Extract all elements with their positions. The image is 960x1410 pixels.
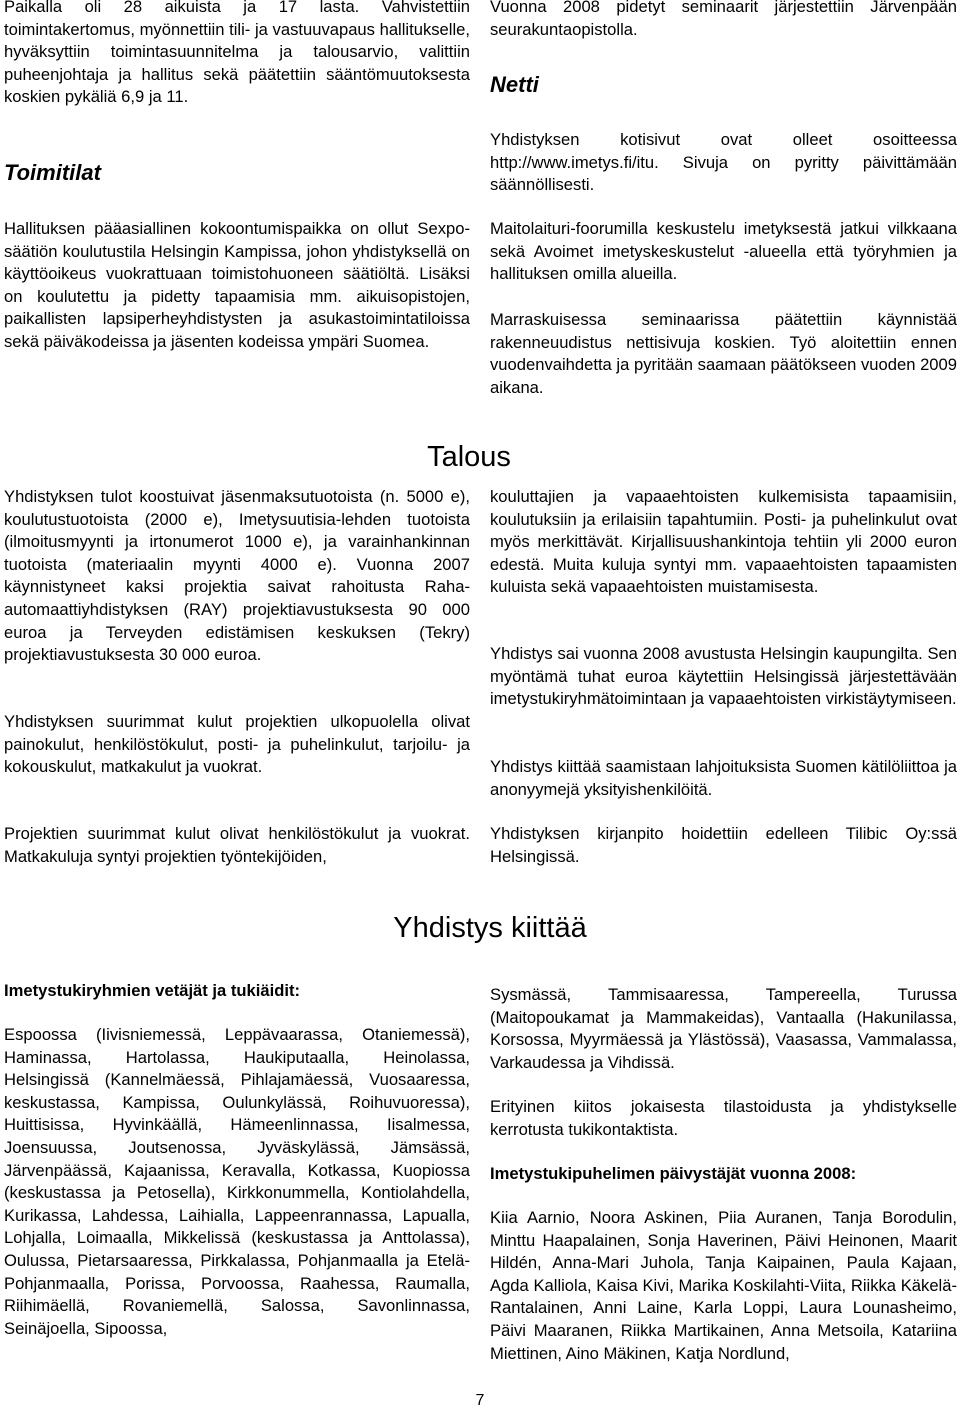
netti-paragraph-2: Maitolaituri-foorumilla keskustelu imetyksestä jatkui vilkkaana sekä Avoimet imetyskeskustelut -alueella että työryhmien ja hallituksen omilla alueilla. xyxy=(490,219,957,284)
leaders-list-left: Espoossa (Iivisniemessä, Leppävaarassa, Otaniemessä), Haminassa, Hartolassa, Haukiputaalla, Heinolassa, Helsingissä (Kannelmäessä, Pihlajamäessä, Vuosaaressa, keskustassa, Kampissa, Oulunkylässä, Roihuvuoressa), Huittisissa, Hyvinkäällä, Hämeenlinnassa, Iisalmessa, Joensuussa, Joutsenossa, Jyväskylässä, Jämsässä, Järvenpäässä, Kajaanissa, Keravalla, Kotkassa, Kuopiossa (keskustassa ja Petosella), Kirkkonummella, Kontiolahdella, Kurikassa, Lahdessa, Laihialla, Lappeenrannassa, Lapualla, Lohjalla, Loimaalla, Mikkelissä (keskustassa ja Anttolassa), Oulussa, Pietarsaaressa, Pirkkalassa, Pohjanmaalla ja Etelä-Pohjanmaalla, Porissa, Porvoossa, Raahessa, Raumalla, Riihimäellä, Rovaniemellä, Salossa, Savonlinnassa, Seinäjoella, Sipoossa, xyxy=(4,1025,470,1338)
phone-heading: Imetystukipuhelimen päivystäjät vuonna 2008: xyxy=(490,1164,857,1183)
netti-heading: Netti xyxy=(490,72,539,97)
talous-right-paragraph-2: Yhdistys sai vuonna 2008 avustusta Helsingin kaupungilta. Sen myöntämä tuhat euroa käytettiin Helsingissä järjestettävään imetystukiryhmätoimintaan ja vapaaehtoisten virkistäytymiseen. xyxy=(490,644,957,709)
talous-left-paragraph-3: Projektien suurimmat kulut olivat henkilöstökulut ja vuokrat. Matkakuluja syntyi projektien työntekijöiden, xyxy=(4,824,470,866)
talous-left-paragraph-1: Yhdistyksen tulot koostuivat jäsenmaksutuotoista (n. 5000 e), koulutustuotoista (2000 e), Imetysuutisia-lehden tuotoista (ilmoitusmyynti ja irtonumerot 1000 e), ja varainhankinnan tuotoista (materiaalin myynti 4000 e). Vuonna 2007 käynnistyneet kaksi projektia saivat rahoitusta Raha-automaattiyhdistyksen (RAY) projektiavustuksesta 90 000 euroa ja Terveyden edistämisen keskuksen (Tekry) projektiavustuksesta 30 000 euroa. xyxy=(4,487,470,665)
seminar-paragraph: Vuonna 2008 pidetyt seminaarit järjestettiin Järvenpään seurakuntaopistolla. xyxy=(490,0,957,39)
toimitilat-heading: Toimitilat xyxy=(4,160,101,185)
phone-names: Kiia Aarnio, Noora Askinen, Piia Auranen, Tanja Borodulin, Minttu Haapalainen, Sonja Haverinen, Päivi Heinonen, Maarit Hildén, Anna-Mari Juhola, Tanja Kaipainen, Paula Kajaan, Agda Kalliola, Kaisa Kivi, Marika Koskilahti-Viita, Riikka Käkelä-Rantalainen, Anni Laine, Karla Loppi, Laura Lounasheimo, Päivi Maaranen, Riikka Martikainen, Anna Metsoila, Katariina Miettinen, Aino Mäkinen, Katja Nordlund, xyxy=(490,1208,957,1363)
toimitilat-paragraph: Hallituksen pääasiallinen kokoontumispaikka on ollut Sexpo-säätiön koulutustila Helsingin Kampissa, johon yhdistyksellä on käyttöoikeus vuokrattuaan toimistohuoneen säätiöltä. Lisäksi on koulutettu ja pidetty tapaamisia mm. aikuisopistojen, paikallisten lapsiperheyhdistysten ja asukastoimintatiloissa sekä päiväkodeissa ja jäsenten kodeissa ympäri Suomea. xyxy=(4,219,470,351)
leaders-heading: Imetystukiryhmien vetäjät ja tukiäidit: xyxy=(4,981,301,1000)
netti-paragraph-3: Marraskuisessa seminaarissa päätettiin käynnistää rakenneuudistus nettisivuja koskien. Työ aloitettiin ennen vuodenvaihdetta ja pyritään saamaan päätökseen vuoden 2009 aikana. xyxy=(490,310,957,397)
leaders-list-right: Sysmässä, Tammisaaressa, Tampereella, Turussa (Maitopoukamat ja Mammakeidas), Vantaalla (Hakunilassa, Korsossa, Myyrmäessä ja Ylästössä), Vaasassa, Vammalassa, Varkaudessa ja Vihdissä. xyxy=(490,985,957,1072)
talous-right-paragraph-4: Yhdistyksen kirjanpito hoidettiin edelleen Tilibic Oy:ssä Helsingissä. xyxy=(490,824,957,866)
kiittaa-heading: Yhdistys kiittää xyxy=(393,912,587,944)
talous-left-paragraph-2: Yhdistyksen suurimmat kulut projektien ulkopuolella olivat painokulut, henkilöstökulut, posti- ja puhelinkulut, tarjoilu- ja kokouskulut, matkakulut ja vuokrat. xyxy=(4,712,470,777)
netti-paragraph-1: Yhdistyksen kotisivut ovat olleet osoitteessa http://www.imetys.fi/itu. Sivuja on pyritty päivittämään säännöllisesti. xyxy=(490,130,957,195)
intro-paragraph: Paikalla oli 28 aikuista ja 17 lasta. Vahvistettiin toimintakertomus, myönnettiin tili- ja vastuuvapaus hallitukselle, hyväksyttiin toimintasuunnitelma ja talousarvio, valittiin puheenjohtaja ja hallitus sekä päätettiin sääntömuutoksesta koskien pykäliä 6,9 ja 11. xyxy=(4,0,470,107)
page-number: 7 xyxy=(475,1392,485,1409)
talous-right-paragraph-1: kouluttajien ja vapaaehtoisten kulkemisista tapaamisiin, koulutuksiin ja erilaisiin tapahtumiin. Posti- ja puhelinkulut ovat myös merkittävät. Kirjallisuushankintoja tehtiin yli 2000 euron edestä. Muita kuluja syntyi mm. vapaaehtoisten tapaamisten kuluista sekä vapaaehtoisten muistamisesta. xyxy=(490,487,957,597)
thanks-paragraph: Erityinen kiitos jokaisesta tilastoidusta ja yhdistykselle kerrotusta tukikontaktista. xyxy=(490,1097,957,1139)
talous-heading: Talous xyxy=(427,441,511,473)
talous-right-paragraph-3: Yhdistys kiittää saamistaan lahjoituksista Suomen kätilöliittoa ja anonyymejä yksityishenkilöitä. xyxy=(490,757,957,799)
